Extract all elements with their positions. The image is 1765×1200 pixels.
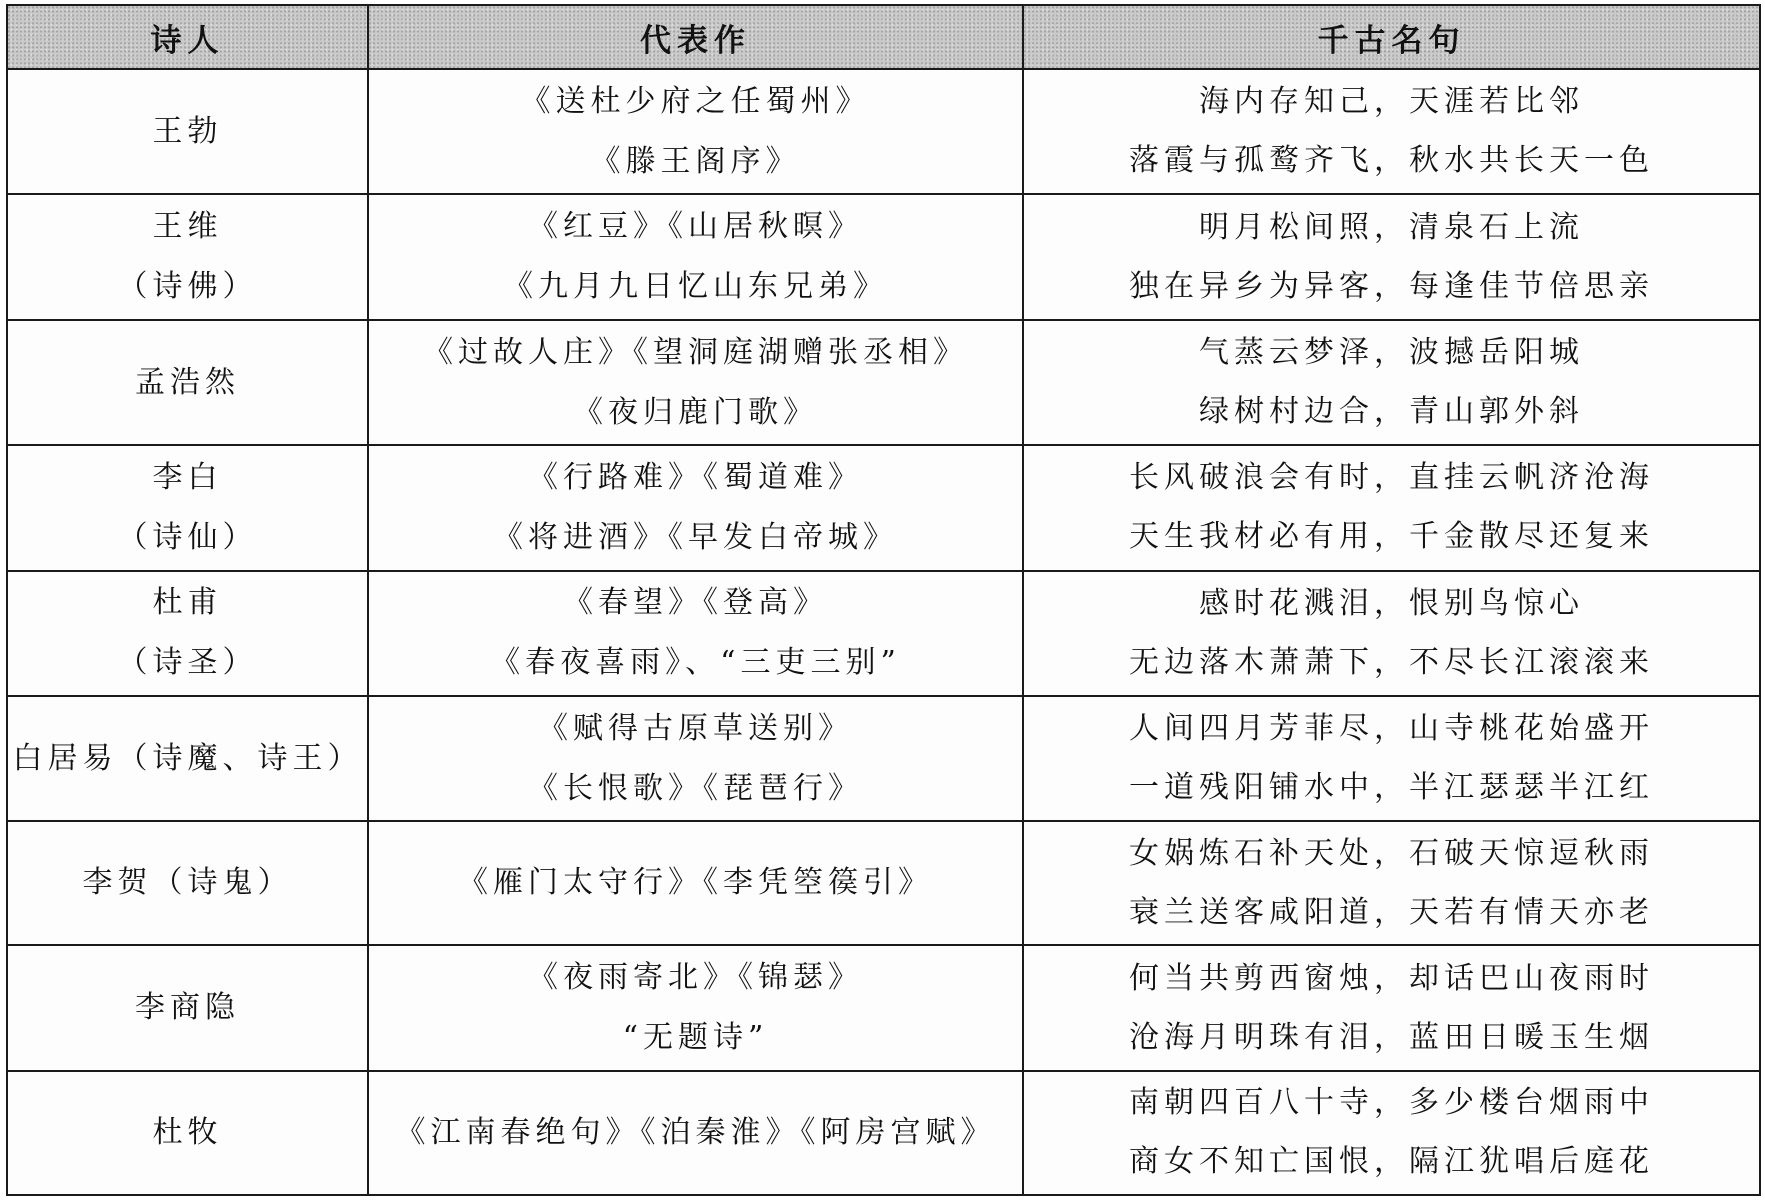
poet-cell (7, 1071, 368, 1195)
poet-cell (7, 194, 368, 319)
header-lines: 千古名句 (1023, 5, 1760, 69)
poet-cell-stack (8, 865, 367, 901)
famous-lines-cell-line: 绿树村边合，青山郭外斜 (1199, 394, 1584, 430)
poet-cell-line: （诗圣） (117, 645, 258, 681)
header-poet: 诗人 (7, 5, 368, 69)
famous-lines-cell-line: 明月松间照，清泉石上流 (1199, 209, 1584, 245)
famous-lines-cell-line: 一道残阳铺水中，半江瑟瑟半江红 (1129, 770, 1654, 806)
famous-lines-cell-stack (1024, 835, 1759, 930)
works-cell-line: 《江南春绝句》《泊秦淮》《阿房宫赋》 (395, 1114, 996, 1150)
works-cell-stack (369, 334, 1022, 430)
poets-table (6, 4, 1761, 1196)
table-row (7, 821, 1760, 945)
poet-cell-stack (8, 740, 367, 776)
poet-cell-stack (8, 209, 367, 305)
works-cell (368, 821, 1023, 945)
poet-cell-line: （诗佛） (117, 269, 258, 305)
famous-lines-cell-line: 无边落木萧萧下，不尽长江滚滚来 (1129, 644, 1654, 680)
famous-lines-cell-stack (1024, 1085, 1759, 1180)
famous-lines-cell (1023, 1071, 1760, 1195)
famous-lines-cell-line: 女娲炼石补天处，石破天惊逗秋雨 (1129, 835, 1654, 871)
poet-cell (7, 945, 368, 1070)
poet-cell-stack (8, 990, 367, 1026)
famous-lines-cell-line: 感时花溅泪，恨别鸟惊心 (1199, 585, 1584, 621)
famous-lines-cell (1023, 696, 1760, 821)
works-cell (368, 194, 1023, 319)
poet-cell (7, 445, 368, 570)
poet-cell-line: 白居易（诗魔、诗王） (12, 740, 363, 776)
works-cell (368, 696, 1023, 821)
works-cell-line: 《长恨歌》《琵琶行》 (528, 770, 863, 806)
header-row (7, 5, 1760, 69)
works-cell (368, 69, 1023, 194)
famous-lines-cell-stack (1024, 960, 1759, 1055)
famous-lines-cell-line: 气蒸云梦泽，波撼岳阳城 (1199, 335, 1584, 371)
table-row (7, 445, 1760, 570)
works-cell-stack (369, 960, 1022, 1056)
famous-lines-cell-line: 衰兰送客咸阳道，天若有情天亦老 (1129, 894, 1654, 930)
famous-lines-cell (1023, 320, 1760, 445)
works-cell (368, 445, 1023, 570)
famous-lines-cell (1023, 194, 1760, 319)
poet-cell-line: 杜甫 (152, 585, 223, 621)
famous-lines-cell-line: 天生我材必有用，千金散尽还复来 (1129, 519, 1654, 555)
works-cell-stack (369, 83, 1022, 179)
works-cell-stack (369, 459, 1022, 555)
famous-lines-cell-stack (1024, 460, 1759, 555)
table-header (7, 5, 1760, 69)
famous-lines-cell-stack (1024, 84, 1759, 179)
famous-lines-cell-line: 人间四月芳菲尽，山寺桃花始盛开 (1129, 711, 1654, 747)
works-cell-line: 《九月九日忆山东兄弟》 (503, 269, 888, 305)
works-cell (368, 320, 1023, 445)
famous-lines-cell (1023, 445, 1760, 570)
famous-lines-cell-line: 海内存知己，天涯若比邻 (1199, 84, 1584, 120)
works-cell-stack (369, 209, 1022, 305)
poets-table-sheet (6, 4, 1759, 1196)
poet-cell (7, 69, 368, 194)
header-works: 代表作 (368, 5, 1023, 69)
works-cell-stack (369, 710, 1022, 806)
table-body (7, 69, 1760, 1195)
table-row (7, 696, 1760, 821)
famous-lines-cell-line: 长风破浪会有时，直挂云帆济沧海 (1129, 460, 1654, 496)
poet-cell (7, 320, 368, 445)
poet-cell-stack (8, 113, 367, 149)
famous-lines-cell (1023, 821, 1760, 945)
famous-lines-cell (1023, 945, 1760, 1070)
works-cell (368, 1071, 1023, 1195)
poet-cell (7, 821, 368, 945)
works-cell (368, 571, 1023, 696)
poet-cell-line: 李贺（诗鬼） (82, 865, 293, 901)
works-cell-line: 《过故人庄》《望洞庭湖赠张丞相》 (423, 334, 968, 370)
table-row (7, 194, 1760, 319)
works-cell-stack (369, 1114, 1022, 1150)
table-row (7, 1071, 1760, 1195)
famous-lines-cell-line: 商女不知亡国恨，隔江犹唱后庭花 (1129, 1144, 1654, 1180)
famous-lines-cell-line: 何当共剪西窗烛，却话巴山夜雨时 (1129, 960, 1654, 996)
famous-lines-cell-line: 南朝四百八十寺，多少楼台烟雨中 (1129, 1085, 1654, 1121)
famous-lines-cell (1023, 571, 1760, 696)
table-row (7, 571, 1760, 696)
works-cell-line: 《夜归鹿门歌》 (573, 394, 818, 430)
poet-cell-line: 杜牧 (152, 1114, 223, 1150)
poet-cell-line: 李白 (152, 459, 223, 495)
table-row (7, 945, 1760, 1070)
works-cell-line: 《雁门太守行》《李凭箜篌引》 (458, 865, 933, 901)
poet-cell-line: 王勃 (152, 113, 223, 149)
poet-cell (7, 571, 368, 696)
works-cell-line: 《将进酒》《早发白帝城》 (493, 519, 898, 555)
works-cell-line: 《夜雨寄北》《锦瑟》 (528, 960, 863, 996)
famous-lines-cell-line: 落霞与孤鹜齐飞，秋水共长天一色 (1129, 143, 1654, 179)
works-cell-stack (369, 585, 1022, 681)
famous-lines-cell-stack (1024, 585, 1759, 680)
table-row (7, 320, 1760, 445)
works-cell-stack (369, 865, 1022, 901)
famous-lines-cell-line: 沧海月明珠有泪，蓝田日暖玉生烟 (1129, 1019, 1654, 1055)
works-cell (368, 945, 1023, 1070)
works-cell-line: 《送杜少府之任蜀州》 (520, 83, 871, 119)
poet-cell-line: （诗仙） (117, 519, 258, 555)
famous-lines-cell (1023, 69, 1760, 194)
table-row (7, 69, 1760, 194)
poet-cell-stack (8, 585, 367, 681)
poet-cell-line: 孟浩然 (135, 364, 240, 400)
works-cell-line: 《赋得古原草送别》 (538, 710, 853, 746)
poet-cell-stack (8, 459, 367, 555)
works-cell-line: “无题诗” (622, 1020, 769, 1056)
famous-lines-cell-stack (1024, 335, 1759, 430)
works-cell-line: 《春望》《登高》 (563, 585, 828, 621)
poet-cell-line: 李商隐 (135, 990, 240, 1026)
works-cell-line: 《红豆》《山居秋暝》 (528, 209, 863, 245)
poet-cell-stack (8, 364, 367, 400)
famous-lines-cell-line: 独在异乡为异客，每逢佳节倍思亲 (1129, 268, 1654, 304)
works-cell-line: 《春夜喜雨》、“三吏三别” (490, 645, 901, 681)
famous-lines-cell-stack (1024, 209, 1759, 304)
works-cell-line: 《行路难》《蜀道难》 (528, 459, 863, 495)
works-cell-line: 《滕王阁序》 (590, 143, 801, 179)
poet-cell (7, 696, 368, 821)
poet-cell-stack (8, 1114, 367, 1150)
famous-lines-cell-stack (1024, 711, 1759, 806)
poet-cell-line: 王维 (152, 209, 223, 245)
